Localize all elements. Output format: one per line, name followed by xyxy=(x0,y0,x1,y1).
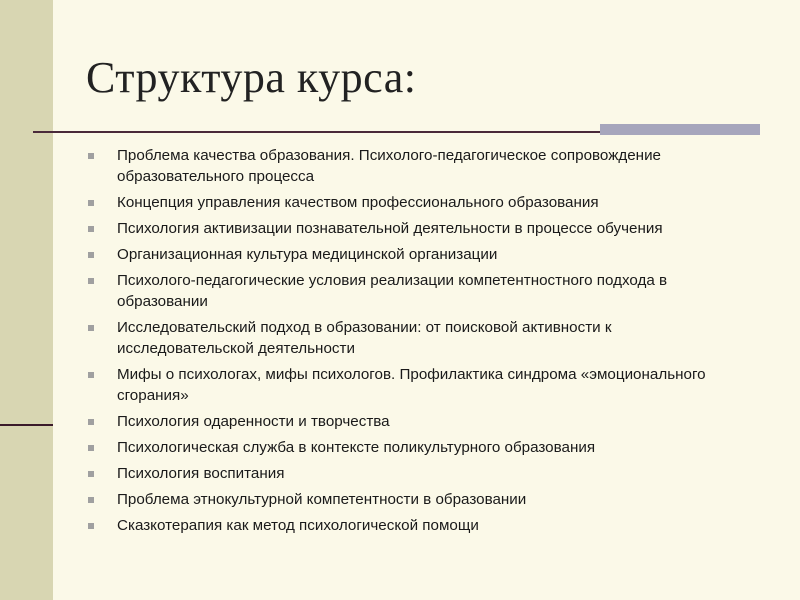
list-item xyxy=(84,411,734,432)
list-item xyxy=(84,244,734,265)
list-item-text: Исследовательский подход в образовании: от поисковой активности к исследовательской деятельности xyxy=(117,319,612,357)
list-item xyxy=(84,270,734,312)
list-item xyxy=(84,489,734,510)
list-item xyxy=(84,192,734,213)
square-bullet-icon xyxy=(88,497,94,503)
list-item xyxy=(84,364,734,406)
list-item-text: Организационная культура медицинской организации xyxy=(117,246,498,263)
side-band xyxy=(0,0,53,600)
square-bullet-icon xyxy=(88,153,94,159)
list-item-text: Психология одаренности и творчества xyxy=(117,413,390,430)
square-bullet-icon xyxy=(88,325,94,331)
course-topics-list xyxy=(84,145,734,541)
list-item-text: Мифы о психологах, мифы психологов. Профилактика синдрома «эмоционального сгорания» xyxy=(117,366,706,404)
square-bullet-icon xyxy=(88,226,94,232)
side-band-divider xyxy=(0,424,53,426)
square-bullet-icon xyxy=(88,278,94,284)
list-item xyxy=(84,515,734,536)
square-bullet-icon xyxy=(88,523,94,529)
square-bullet-icon xyxy=(88,419,94,425)
list-item xyxy=(84,463,734,484)
square-bullet-icon xyxy=(88,372,94,378)
square-bullet-icon xyxy=(88,252,94,258)
list-item xyxy=(84,218,734,239)
list-item-text: Психолого-педагогические условия реализации компетентностного подхода в образовании xyxy=(117,272,668,310)
list-item xyxy=(84,437,734,458)
square-bullet-icon xyxy=(88,445,94,451)
list-item xyxy=(84,317,734,359)
square-bullet-icon xyxy=(88,200,94,206)
list-item-text: Психология воспитания xyxy=(117,465,285,482)
list-item-text: Проблема качества образования. Психолого-педагогическое сопровождение образовательного процесса xyxy=(117,147,661,185)
list-item-text: Сказкотерапия как метод психологической помощи xyxy=(117,517,479,534)
list-item-text: Концепция управления качеством профессионального образования xyxy=(117,194,599,211)
slide-title: Структура курса: xyxy=(86,53,417,102)
list-item-text: Проблема этнокультурной компетентности в образовании xyxy=(117,491,527,508)
list-item-text: Психологическая служба в контексте поликультурного образования xyxy=(117,439,596,456)
square-bullet-icon xyxy=(88,471,94,477)
list-item xyxy=(84,145,734,187)
title-rule-accent xyxy=(600,124,760,135)
list-item-text: Психология активизации познавательной деятельности в процессе обучения xyxy=(117,220,663,237)
